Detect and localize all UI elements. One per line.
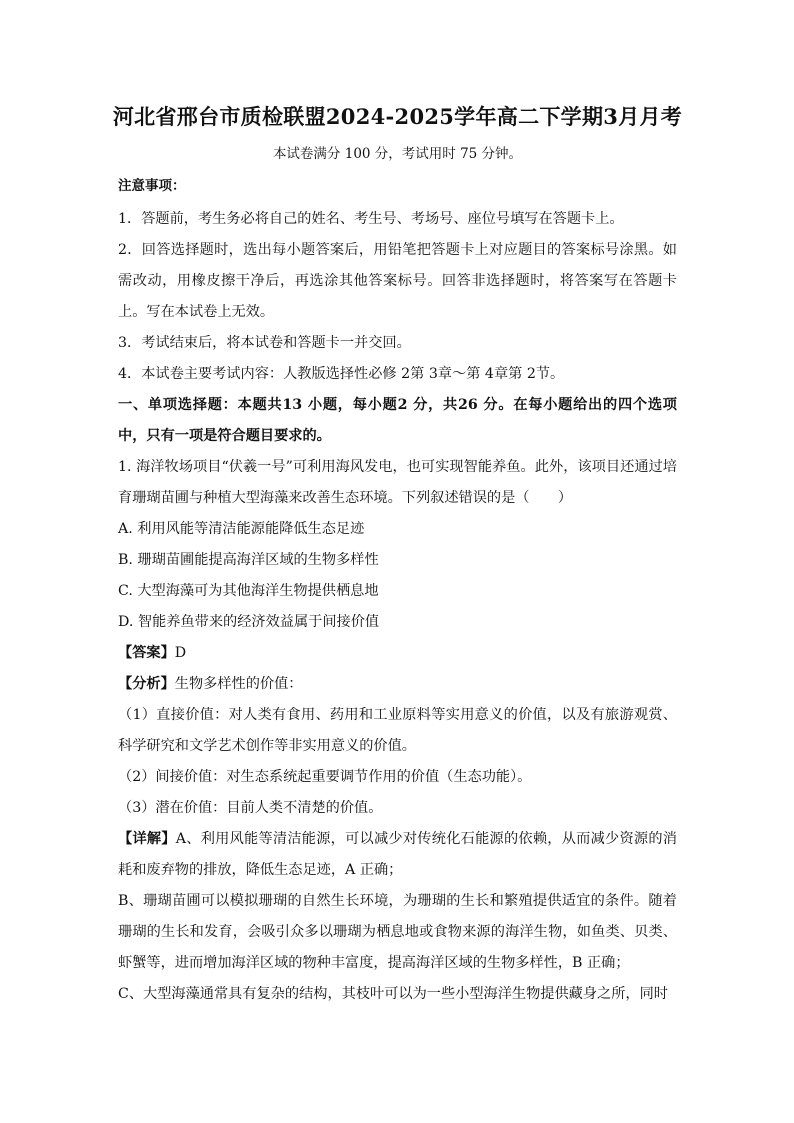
analysis-item-2: （2）间接价值：对生态系统起重要调节作用的价值（生态功能）。	[118, 769, 532, 785]
analysis-item-1: （1）直接价值：对人类有食用、药用和工业原料等实用意义的价值，以及有旅游观赏、科学研究和文学艺术创作等非实用意义的价值。	[118, 707, 677, 754]
detail-line-c: C、大型海藻通常具有复杂的结构，其枝叶可以为一些小型海洋生物提供藏身之所，同时	[118, 986, 668, 1002]
answer-label: 【答案】	[118, 645, 175, 661]
notice-item-3: 3．考试结束后，将本试卷和答题卡一并交回。	[118, 335, 411, 351]
option-d: D. 智能养鱼带来的经济效益属于间接价值	[118, 614, 380, 630]
question-stem: 1. 海洋牧场项目“伏羲一号”可利用海风发电，也可实现智能养鱼。此外，该项目还通过培育珊瑚苗圃与种植大型海藻来改善生态环境。下列叙述错误的是（ ）	[118, 459, 677, 506]
page-title: 河北省邢台市质检联盟2024-2025学年高二下学期3月月考	[112, 104, 683, 129]
answer-value: D	[174, 645, 187, 661]
notice-item-2: 2．回答选择题时，选出每小题答案后，用铅笔把答题卡上对应题目的答案标号涂黑。如需改动，用橡皮擦干净后，再选涂其他答案标号。回答非选择题时，将答案写在答题卡上。写在本试卷上无效。	[118, 242, 677, 320]
option-c: C. 大型海藻可为其他海洋生物提供栖息地	[118, 583, 379, 599]
analysis-label: 【分析】	[118, 676, 175, 692]
detail-a-text: A、利用风能等清洁能源，可以减少对传统化石能源的依赖，从而减少资源的消耗和废弃物的排放，降低生态足迹，A 正确；	[118, 831, 677, 878]
notice-item-1: 1．答题前，考生务必将自己的姓名、考生号、考场号、座位号填写在答题卡上。	[118, 211, 624, 227]
detail-line-b: B、珊瑚苗圃可以模拟珊瑚的自然生长环境，为珊瑚的生长和繁殖提供适宜的条件。随着珊瑚的生长和发育，会吸引众多以珊瑚为栖息地或食物来源的海洋生物，如鱼类、贝类、虾蟹等，进而增加海洋区域的物种丰富度，提高海洋区域的生物多样性，B 正确；	[118, 893, 677, 971]
exam-subtitle: 本试卷满分 100 分，考试用时 75 分钟。	[272, 146, 523, 162]
analysis-item-3: （3）潜在价值：目前人类不清楚的价值。	[118, 800, 383, 816]
detail-label: 【详解】	[118, 831, 176, 847]
notice-heading: 注意事项：	[118, 178, 186, 194]
option-b: B. 珊瑚苗圃能提高海洋区域的生物多样性	[118, 552, 379, 568]
analysis-line	[118, 669, 677, 700]
notice-item-4: 4．本试卷主要考试内容：人教版选择性必修 2第 3章～第 4章第 2节。	[118, 366, 565, 382]
detail-line-a	[118, 824, 677, 886]
analysis-intro: 生物多样性的价值：	[174, 676, 303, 692]
section-heading: 一、单项选择题：本题共13 小题，每小题2 分，共26 分。在每小题给出的四个选项中，只有一项是符合题目要求的。	[118, 397, 677, 444]
option-a: A. 利用风能等清洁能源能降低生态足迹	[118, 521, 365, 537]
answer-line	[118, 638, 677, 669]
